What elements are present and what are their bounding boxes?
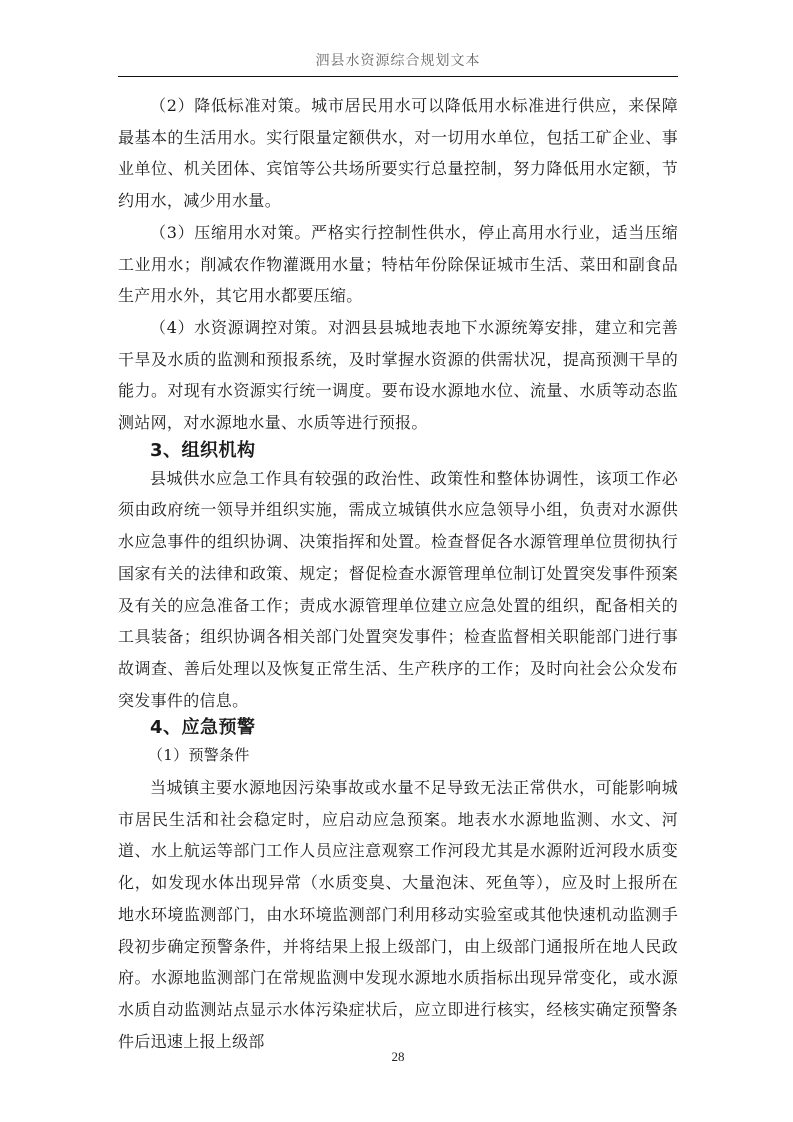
section-heading-organization: 3、组织机构 [150, 439, 256, 461]
paragraph-reduce-standard: （2）降低标准对策。城市居民用水可以降低用水标准进行供应，来保障最基本的生活用水。实行限量定额供水，对一切用水单位，包括工矿企业、事业单位、机关团体、宾馆等公共场所要实行总量控制，努力降低用水定额，节约用水，减少用水量。 [118, 96, 678, 211]
paragraph-compress-usage: （3）压缩用水对策。严格实行控制性供水，停止高用水行业，适当压缩工业用水；削减农作物灌溉用水量；特枯年份除保证城市生活、菜田和副食品生产用水外，其它用水都要压缩。 [118, 222, 678, 306]
paragraph-organization: 县城供水应急工作具有较强的政治性、政策性和整体协调性，该项工作必须由政府统一领导并组织实施，需成立城镇供水应急领导小组，负责对水源供水应急事件的组织协调、决策指挥和处置。检查督促各水源管理单位贯彻执行国家有关的法律和政策、规定；督促检查水源管理单位制订处置突发事件预案及有关的应急准备工作；责成水源管理单位建立应急处置的组织，配备相关的工具装备；组织协调各相关部门处置突发事件；检查监督相关职能部门进行事故调查、善后处理以及恢复正常生活、生产秩序的工作；及时向社会公众发布突发事件的信息。 [118, 468, 678, 710]
paragraph-warning-conditions: 当城镇主要水源地因污染事故或水量不足导致无法正常供水，可能影响城市居民生活和社会稳定时，应启动应急预案。地表水水源地监测、水文、河道、水上航运等部门工作人员应注意观察工作河段尤其是水源附近河段水质变化，如发现水体出现异常（水质变臭、大量泡沫、死鱼等），应及时上报所在地水环境监测部门，由水环境监测部门利用移动实验室或其他快速机动监测手段初步确定预警条件，并将结果上报上级部门，由上级部门通报所在地人民政府。水源地监测部门在常规监测中发现水源地水质指标出现异常变化，或水源水质自动监测站点显示水体污染症状后，应立即进行核实，经核实确定预警条件后迅速上报上级部 [118, 778, 678, 1051]
running-header: 泗县水资源综合规划文本 [315, 53, 481, 69]
paragraph-resource-control: （4）水资源调控对策。对泗县县城地表地下水源统筹安排，建立和完善干旱及水质的监测和预报系统，及时掌握水资源的供需状况，提高预测干旱的能力。对现有水资源实行统一调度。要布设水源地水位、流量、水质等动态监测站网，对水源地水量、水质等进行预报。 [118, 317, 678, 433]
header-rule [118, 76, 678, 77]
page-content [118, 90, 678, 1057]
page-number: 28 [391, 1049, 405, 1064]
subheading-warning-conditions: （1）预警条件 [148, 746, 250, 765]
section-heading-early-warning: 4、应急预警 [150, 717, 256, 739]
